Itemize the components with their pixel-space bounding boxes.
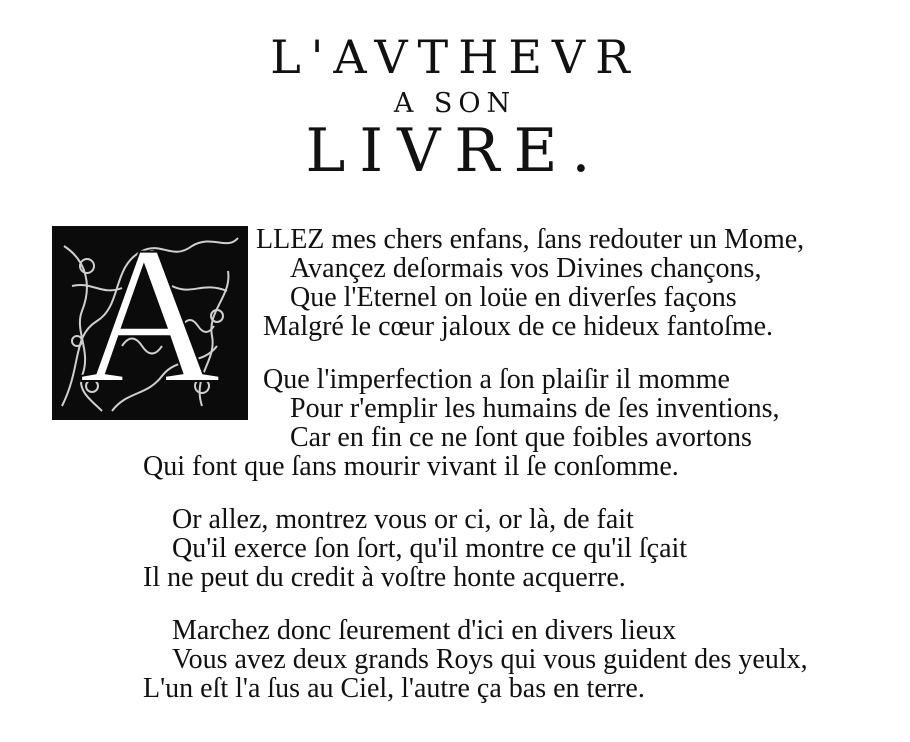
verse-line: Car en fin ce ne ſont que foibles avortons [290,422,752,453]
dropcap-letter: A [79,207,221,424]
verse-line: Avançez deſormais vos Divines chançons, [290,253,762,284]
title-line-2: A SON [393,88,517,119]
verse-line: Pour r'emplir les humains de ſes inventions, [290,393,780,424]
title-line-3: LIVRE. [305,116,605,186]
verse-line: Qu'il exerce ſon ſort, qu'il montre ce qu'il ſçait [172,533,688,564]
verse-line: Qui font que ſans mourir vivant il ſe conſomme. [143,451,679,482]
title-line-1: L'AVTHEVR [270,30,640,84]
verse-line: Malgré le cœur jaloux de ce hideux fantoſme. [263,311,774,342]
verse-line: Il ne peut du credit à voſtre honte acquerre. [143,562,626,593]
verse-line: Que l'imperfection a ſon plaiſir il momme [263,364,730,395]
verse-line: L'un eſt l'a ſus au Ciel, l'autre ça bas en terre. [143,673,645,704]
verse-line: Marchez donc ſeurement d'ici en divers lieux [172,615,677,646]
verse-line: Or allez, montrez vous or ci, or là, de fait [172,504,634,535]
verse-line: Que l'Eternel on loüe en diverſes façons [290,282,737,313]
verse-line: LLEZ mes chers enfans, ſans redouter un Mome, [256,224,805,255]
ornamental-dropcap [52,207,248,424]
verse-line: Vous avez deux grands Roys qui vous guident des yeulx, [172,644,808,675]
